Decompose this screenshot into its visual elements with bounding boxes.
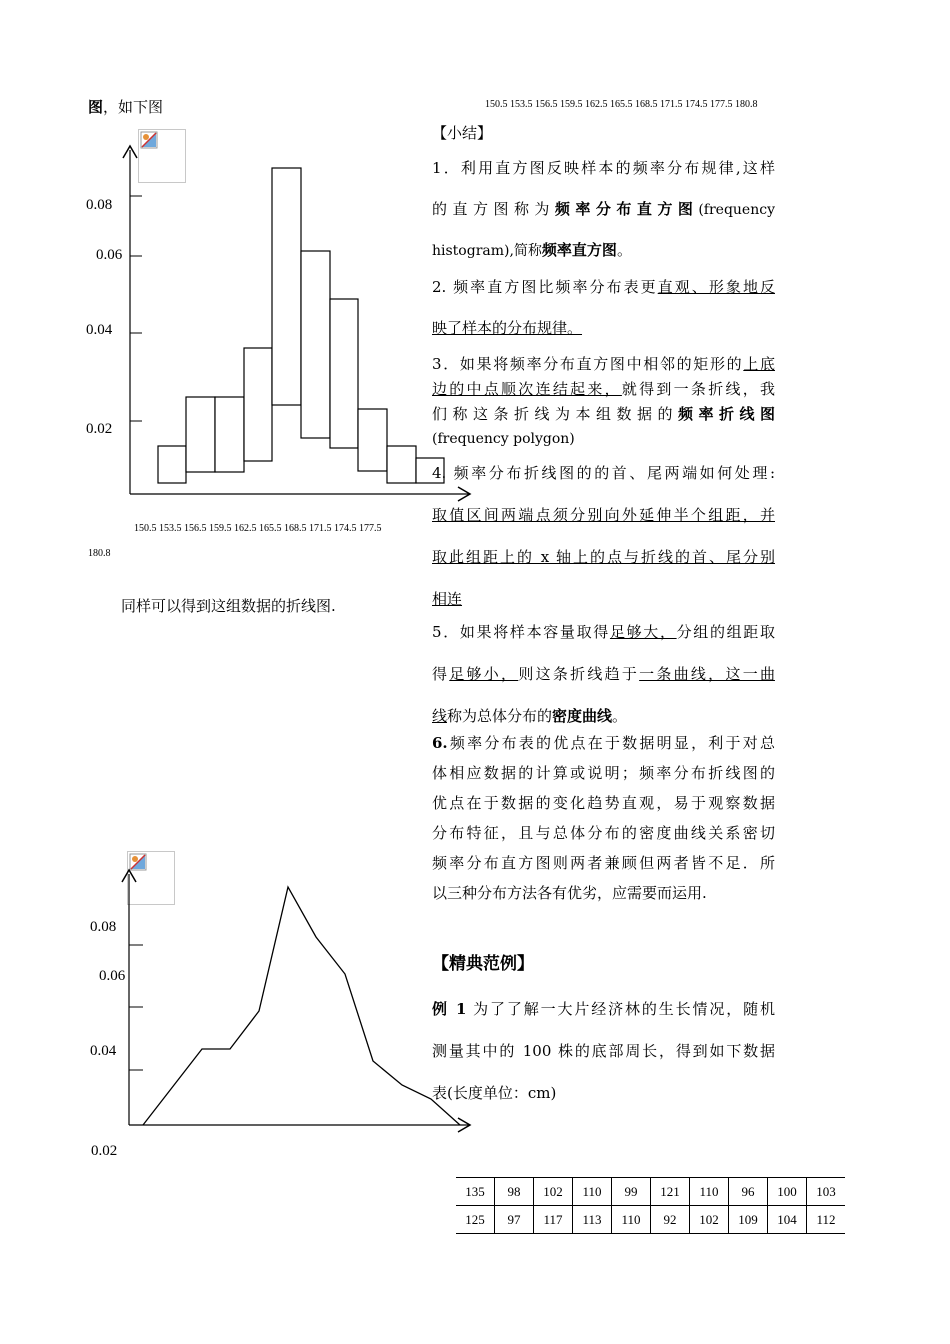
text-run: 。 xyxy=(616,241,632,259)
term-freq-histogram: 频率直方图 xyxy=(541,241,617,259)
summary-6-line-6: 以三种分布方法各有优劣，应需要而运用. xyxy=(432,884,707,902)
text-run: 称为总体分布的 xyxy=(447,707,553,725)
text-run: 则这条折线趋于 xyxy=(518,665,640,683)
summary-3-line-4: (frequency polygon) xyxy=(432,431,575,447)
table-cell: 103 xyxy=(807,1178,846,1206)
top-tick-labels: 150.5 153.5 156.5 159.5 162.5 165.5 168.5 171.5 174.5 177.5 180.8 xyxy=(485,99,758,110)
table-cell: 110 xyxy=(612,1206,651,1234)
summary-point-4 xyxy=(432,452,775,620)
figure-intro-bold: 图 xyxy=(88,98,104,116)
summary-6-line-5: 频率分布直方图则两者兼顾但两者皆不足．所 xyxy=(432,854,775,872)
example-1 xyxy=(432,988,775,1114)
table-cell: 99 xyxy=(612,1178,651,1206)
summary-title: 【小结】 xyxy=(432,124,493,142)
polygon-y-label: 0.08 xyxy=(90,919,117,935)
term-histogram: 频率分布直方图 xyxy=(554,200,699,218)
summary-5-line-2 xyxy=(432,653,775,695)
summary-4-line-1: 4. 频率分布折线图的的首、尾两端如何处理: xyxy=(432,464,775,482)
example-label: 例 1 xyxy=(432,1000,467,1018)
summary-4-line-3: 取此组距上的 x 轴上的点与折线的首、尾分别 xyxy=(432,548,775,566)
table-cell: 104 xyxy=(768,1206,807,1234)
summary-6-line-1 xyxy=(432,728,775,758)
summary-6-line-2: 体相应数据的计算或说明；频率分布折线图的 xyxy=(432,764,775,782)
table-cell: 117 xyxy=(534,1206,573,1234)
table-cell: 92 xyxy=(651,1206,690,1234)
text-run: 为了了解一大片经济林的生长情况，随机 xyxy=(466,1000,775,1018)
underlined-text: 边的中点顺次连结起来， xyxy=(432,380,622,398)
text-run: histogram),简称 xyxy=(432,243,542,259)
table-cell: 113 xyxy=(573,1206,612,1234)
polygon-y-label: 0.02 xyxy=(91,1143,118,1159)
underlined-text: 上底 xyxy=(743,355,775,373)
summary-point-2 xyxy=(432,276,775,338)
point-number: 6. xyxy=(432,734,448,752)
summary-point-5 xyxy=(432,611,775,737)
table-cell: 96 xyxy=(729,1178,768,1206)
example-1-line-1 xyxy=(432,988,775,1030)
summary-point-3 xyxy=(432,352,775,452)
underlined-text: 一条曲线，这一曲 xyxy=(639,665,775,683)
table-cell: 125 xyxy=(456,1206,495,1234)
text-run: 的直方图称为 xyxy=(432,200,555,218)
text-run: 2. 频率直方图比频率分布表更 xyxy=(432,278,658,296)
table-cell: 110 xyxy=(573,1178,612,1206)
term-polygon: 频率折线图 xyxy=(677,405,775,423)
summary-6-line-3: 优点在于数据的变化趋势直观，易于观察数据 xyxy=(432,794,775,812)
polygon-y-label: 0.04 xyxy=(90,1043,117,1059)
summary-point-1 xyxy=(432,157,775,260)
data-table xyxy=(456,1177,845,1234)
histogram-y-label: 0.04 xyxy=(86,322,113,338)
figure-intro-rest: ，如下图 xyxy=(103,98,164,116)
histogram-y-label: 0.08 xyxy=(86,197,113,213)
summary-5-line-1 xyxy=(432,611,775,653)
summary-1-line-2 xyxy=(432,198,775,219)
text-run: 分组的组距取 xyxy=(676,623,775,641)
summary-2-line-2: 映了样本的分布规律。 xyxy=(432,319,583,337)
polygon-caption: 同样可以得到这组数据的折线图. xyxy=(121,597,336,615)
text-run: 。 xyxy=(612,707,628,725)
underlined-text: 直观、形象地反 xyxy=(657,278,775,296)
term-density-curve: 密度曲线 xyxy=(552,707,613,725)
summary-1-line-1: 1．利用直方图反映样本的频率分布规律,这样 xyxy=(432,159,775,177)
summary-3-line-1 xyxy=(432,352,775,377)
text-run: 就得到一条折线，我 xyxy=(621,380,775,398)
table-cell: 102 xyxy=(534,1178,573,1206)
table-cell: 98 xyxy=(495,1178,534,1206)
table-cell: 102 xyxy=(690,1206,729,1234)
summary-3-line-3 xyxy=(432,402,775,427)
polygon-y-label: 0.06 xyxy=(99,968,126,984)
table-cell: 97 xyxy=(495,1206,534,1234)
text-run: 频率分布表的优点在于数据明显，利于对总 xyxy=(447,734,775,752)
table-row xyxy=(456,1178,845,1206)
text-run: 们称这条折线为本组数据的 xyxy=(432,405,678,423)
summary-3-line-2 xyxy=(432,377,775,402)
summary-2-line-1 xyxy=(432,276,775,297)
table-cell: 110 xyxy=(690,1178,729,1206)
table-cell: 109 xyxy=(729,1206,768,1234)
text-run: 5．如果将样本容量取得 xyxy=(432,623,610,641)
histogram-y-label: 0.06 xyxy=(96,247,123,263)
histogram-y-label: 0.02 xyxy=(86,421,113,437)
frequency-polygon-line xyxy=(143,887,460,1125)
underlined-text: 足够大， xyxy=(609,623,677,641)
summary-point-6 xyxy=(432,728,775,908)
example-1-line-3: 表(长度单位：cm) xyxy=(432,1084,557,1102)
table-cell: 100 xyxy=(768,1178,807,1206)
summary-1-line-3 xyxy=(432,239,775,260)
histogram-x-label-last: 180.8 xyxy=(88,548,111,559)
text-run: (frequency xyxy=(698,202,775,218)
text-run: 3．如果将频率分布直方图中相邻的矩形的 xyxy=(432,355,744,373)
example-1-line-2: 测量其中的 100 株的底部周长，得到如下数据 xyxy=(432,1042,775,1060)
underlined-text: 足够小， xyxy=(449,665,519,683)
summary-6-line-4: 分布特征，且与总体分布的密度曲线关系密切 xyxy=(432,824,775,842)
table-cell: 112 xyxy=(807,1206,846,1234)
table-cell: 135 xyxy=(456,1178,495,1206)
histogram-x-labels: 150.5 153.5 156.5 159.5 162.5 165.5 168.5 171.5 174.5 177.5 xyxy=(134,523,382,534)
table-cell: 121 xyxy=(651,1178,690,1206)
summary-4-line-2: 取值区间两端点须分别向外延伸半个组距，并 xyxy=(432,506,775,524)
examples-title: 【精典范例】 xyxy=(432,954,534,974)
table-row xyxy=(456,1206,845,1234)
text-run: 得 xyxy=(432,665,450,683)
summary-4-line-4: 相连 xyxy=(432,590,463,608)
underlined-text: 线 xyxy=(432,707,448,725)
